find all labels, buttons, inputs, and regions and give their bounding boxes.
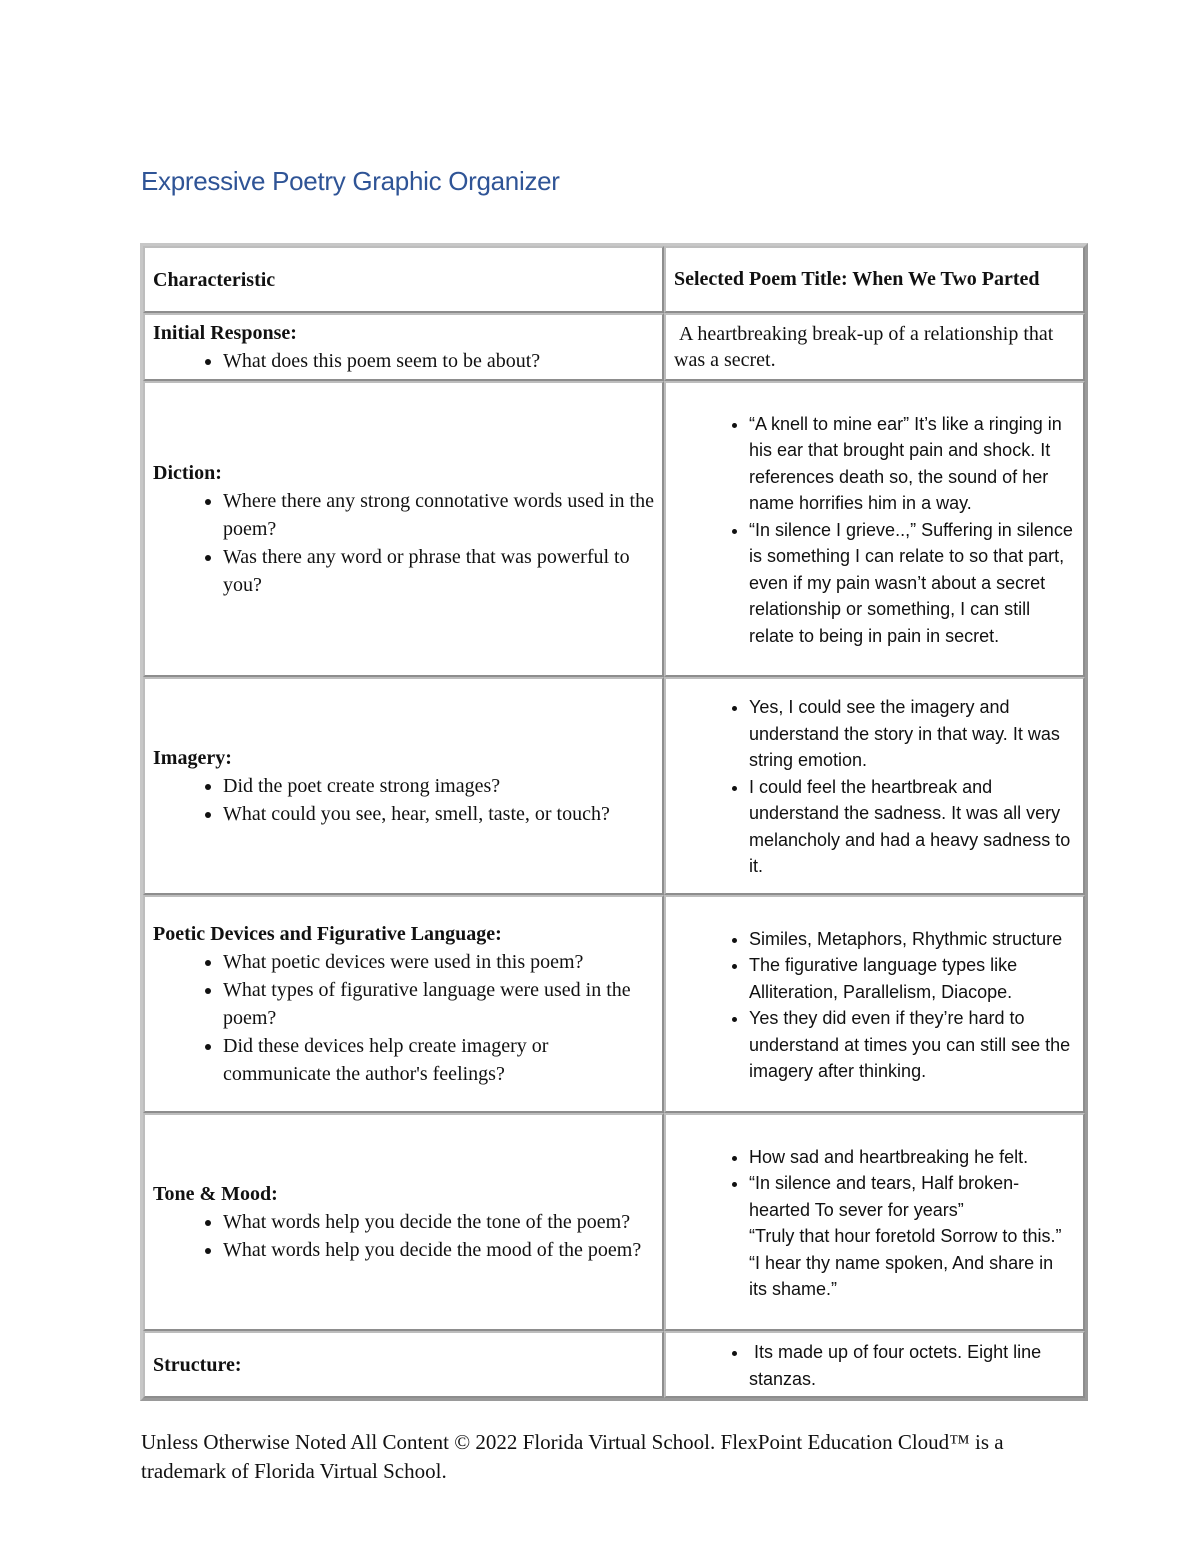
structure-cell xyxy=(143,1331,664,1398)
answer-item: • I could feel the heartbreak and understand the sadness. It was all very melancholy and had a heavy sadness to it. xyxy=(749,774,1075,880)
imagery-heading: Imagery: xyxy=(153,747,232,769)
initial-response-cell xyxy=(143,313,664,381)
devices-cell xyxy=(143,895,664,1113)
question-item: • What words help you decide the mood of the poem? xyxy=(223,1236,654,1264)
answer-item: • Its made up of four octets. Eight line stanzas. xyxy=(749,1339,1075,1392)
tone-cell xyxy=(143,1113,664,1331)
answer-item: • Similes, Metaphors, Rhythmic structure xyxy=(749,926,1075,953)
row-tone-mood xyxy=(143,1113,1085,1331)
question-item: • Where there any strong connotative words used in the poem? xyxy=(223,487,654,543)
answer-item: • “In silence and tears, Half broken-hearted To sever for years” xyxy=(749,1170,1075,1223)
answer-item: • “In silence I grieve..,” Suffering in silence is something I can relate to so that part, even if my pain wasn’t about a secret relationship or something, I can still relate to being in pain in secret. xyxy=(749,517,1075,650)
row-poetic-devices xyxy=(143,895,1085,1113)
row-initial-response xyxy=(143,313,1085,381)
question-item: • Was there any word or phrase that was powerful to you? xyxy=(223,543,654,599)
devices-heading: Poetic Devices and Figurative Language: xyxy=(153,923,502,945)
structure-heading: Structure: xyxy=(153,1353,242,1376)
row-imagery xyxy=(143,677,1085,895)
header-poem-title: Selected Poem Title: When We Two Parted xyxy=(664,246,1085,313)
question-item: • Did the poet create strong images? xyxy=(223,772,654,800)
initial-response-questions xyxy=(153,347,654,375)
header-row xyxy=(143,246,1085,313)
row-diction xyxy=(143,381,1085,677)
tone-heading: Tone & Mood: xyxy=(153,1183,278,1205)
answer-item: • “A knell to mine ear” It’s like a ringing in his ear that brought pain and shock. It references death so, the sound of her name horrifies him in a way. xyxy=(749,411,1075,517)
diction-answers-cell xyxy=(664,381,1085,677)
row-structure xyxy=(143,1331,1085,1398)
question-item: • What words help you decide the tone of the poem? xyxy=(223,1208,654,1236)
question-item: • What types of figurative language were used in the poem? xyxy=(223,976,654,1032)
answer-item: • Yes they did even if they’re hard to understand at times you can still see the imagery after thinking. xyxy=(749,1005,1075,1085)
answer-item: • How sad and heartbreaking he felt. xyxy=(749,1144,1075,1171)
imagery-questions xyxy=(153,772,654,828)
devices-answers xyxy=(674,926,1075,1085)
diction-cell xyxy=(143,381,664,677)
answer-item: • Yes, I could see the imagery and understand the story in that way. It was string emotion. xyxy=(749,694,1075,774)
copyright-footer: Unless Otherwise Noted All Content © 2022 Florida Virtual School. FlexPoint Education Cloud™ is a trademark of Florida Virtual School. xyxy=(141,1430,1004,1483)
initial-response-heading: Initial Response: xyxy=(153,322,297,344)
devices-questions xyxy=(153,948,654,1088)
question-item: • What does this poem seem to be about? xyxy=(223,347,654,375)
quote-line: “Truly that hour foretold Sorrow to this.” xyxy=(749,1226,1062,1246)
structure-answers xyxy=(674,1339,1075,1392)
quote-line: “I hear thy name spoken, And share in its shame.” xyxy=(749,1252,1054,1299)
header-characteristic: Characteristic xyxy=(143,246,664,313)
question-item: • What poetic devices were used in this poem? xyxy=(223,948,654,976)
imagery-cell xyxy=(143,677,664,895)
answer-item: • The figurative language types like Alliteration, Parallelism, Diacope. xyxy=(749,952,1075,1005)
tone-answers-cell xyxy=(664,1113,1085,1331)
question-item: • Did these devices help create imagery or communicate the author's feelings? xyxy=(223,1032,654,1088)
imagery-answers xyxy=(674,694,1075,880)
organizer-table xyxy=(140,243,1088,1401)
devices-answers-cell xyxy=(664,895,1085,1113)
initial-response-answer: A heartbreaking break-up of a relationship that was a secret. xyxy=(664,313,1085,381)
diction-answers xyxy=(674,411,1075,650)
diction-questions xyxy=(153,487,654,599)
page-title: Expressive Poetry Graphic Organizer xyxy=(141,166,560,196)
diction-heading: Diction: xyxy=(153,462,222,484)
tone-answers xyxy=(674,1144,1075,1224)
structure-answers-cell xyxy=(664,1331,1085,1398)
imagery-answers-cell xyxy=(664,677,1085,895)
question-item: • What could you see, hear, smell, taste, or touch? xyxy=(223,800,654,828)
tone-questions xyxy=(153,1208,654,1264)
